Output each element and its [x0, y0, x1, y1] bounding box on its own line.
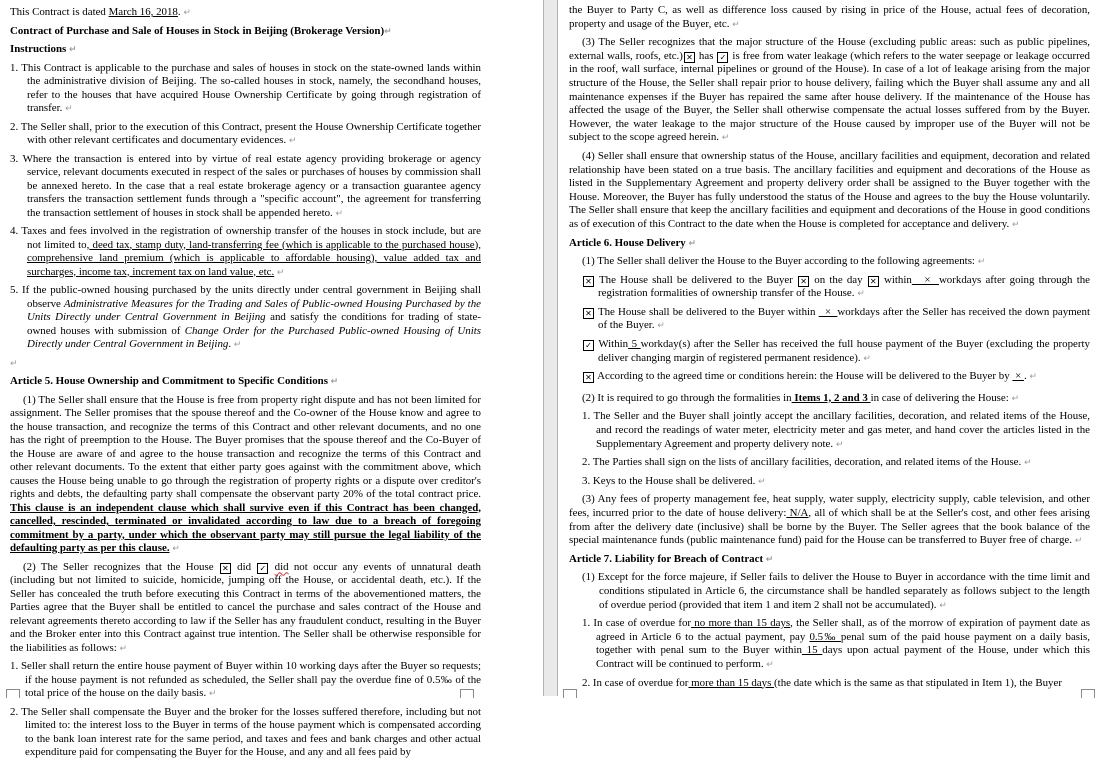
text-run: This clause is an independent clause which shall survive even if this Contract has been changed, cancelled, rescinded, terminated or invalidated according to law due to a breach of foregoing commitment by a party, under which the observant party may still pursue the legal liability of the defaulting party as per this clause.: [10, 501, 481, 554]
checkbox-checked-icon[interactable]: ✓: [717, 52, 728, 63]
text-run: ×: [818, 305, 838, 318]
paragraph-mark-icon: ↵: [233, 340, 242, 350]
text-run: Administrative Measures for the Trading and Sales of Public-owned Housing Purchased by the Units Directly under Central Government in Beijing: [27, 297, 481, 323]
paragraph-mark-icon: ↵: [335, 208, 344, 219]
text-run: more than 15 days: [688, 676, 775, 689]
paragraph-mark-icon: ↵: [758, 476, 766, 487]
text-run: deed tax, stamp duty, land-transferring fee (which is applicable to the purchased house), comprehensive land premium (which is applicable to affordable housing), value added tax and surcharges, income tax, increment tax on land value, etc.: [27, 238, 481, 278]
instruction-item: 1. This Contract is applicable to the purchase and sales of houses in stock on the state-owned lands within the administrative division of Beijing. The so-called houses in stock, namely, the secondhand houses, refer to the houses that have acquired House Ownership Certificate by going through registration of transfer. ↵: [10, 61, 481, 114]
checkbox-option-item: ✓ Within 5 workday(s) after the Seller has received the full house payment of the Buyer (excluding the property deliver changing margin of registered permanent residence). ↵: [569, 338, 1090, 366]
document-title: Contract of Purchase and Sale of Houses in Stock in Beijing (Brokerage Version)↵: [10, 24, 392, 37]
instruction-item: 2. The Seller shall, prior to the execution of this Contract, present the House Ownership Certificate together with other relevant certificates and documentary evidences. ↵: [10, 120, 481, 146]
text-run: N/A: [786, 507, 809, 519]
text-run: no more than 15 days: [691, 617, 791, 630]
paragraph-mark-icon: ↵: [721, 133, 730, 144]
list-item: (1) Except for the force majeure, if Seller fails to deliver the House to Buyer in accordance with the time limit and conditions stipulated in Article 6, the circumstance shall be handled separately as follows subject to the length of overdue period (provided that item 1 and item 2 shall not be accumulated). ↵: [582, 571, 1090, 611]
text-run: 5: [628, 338, 641, 351]
paragraph-mark-icon: ↵: [766, 659, 774, 670]
checkbox-crossed-icon[interactable]: ✕: [868, 276, 879, 287]
paragraph-mark-icon: ↵: [1011, 393, 1020, 404]
text-run: Change Order for the Purchased Public-owned Housing of Units Directly under Central Government in Beijing: [27, 324, 481, 350]
paragraph: (1) The Seller shall ensure that the House is free from property right dispute and has not been limited for assignment. The Seller promises that the spouse thereof and the Co-owner of the House know and agree to the house transaction, and recognize the terms of this Contract and other relevant documents, and no one has the right of preemption to the House. The Buyer promises that the spouse thereof and the Co-Buyer of the House are aware of and agree to the house transaction and recognize the terms of this Contract and other relevant documents. To the extent that either party goes against with the commitment above, which causes the House being unable to go through the registration of property rights or a dispute over creditor's rights and debts, the defaulting party shall compensate the observant party 20% of the total contract price. This clause is an independent clause which shall survive even if this Contract has been changed, cancelled, rescinded, terminated or invalidated according to law due to a breach of foregoing commitment by a party, under which the observant party may still pursue the legal liability of the defaulting party as per this clause. ↵: [10, 393, 481, 554]
checkbox-crossed-icon[interactable]: ✕: [684, 52, 695, 63]
paragraph-mark-icon: ↵: [65, 104, 73, 114]
paragraph-mark-icon: ↵: [863, 353, 871, 364]
text-boundary-mark: [6, 689, 20, 698]
paragraph-mark-icon: ↵: [1029, 372, 1037, 383]
list-item: 3. Keys to the House shall be delivered. ↵: [582, 474, 766, 487]
article-heading: Article 7. Liability for Breach of Contract ↵: [569, 552, 774, 565]
instruction-item: 4. Taxes and fees involved in the registration of ownership transfer of the houses in stock include, but are not limited to, deed tax, stamp duty, land-transferring fee (which is applicable to the purchased house), comprehensive land premium (which is applicable to affordable housing), value added tax and surcharges, income tax, increment tax on land value, etc. ↵: [10, 225, 481, 278]
paragraph-mark-icon: ↵: [69, 45, 77, 55]
text-run: 0.5‰: [809, 630, 841, 643]
checkbox-crossed-icon[interactable]: ✕: [220, 563, 231, 574]
checkbox-checked-icon[interactable]: ✓: [257, 563, 268, 574]
paragraph: (2) It is required to go through the formalities in Items 1, 2 and 3 in case of delivering the House: ↵: [582, 391, 1020, 404]
list-item: 1. The Seller and the Buyer shall jointly accept the ancillary facilities, decoration, and related items of the House, and record the readings of water meter, electricity meter and gas meter, and hand cover the articles listed in the Supplementary Agreement and property delivery note. ↵: [582, 410, 1090, 450]
text-run: ×: [1012, 370, 1024, 383]
paragraph-continuation: the Buyer to Party C, as well as difference loss caused by rising in price of the House, actual fees of decoration, property and usage of the Buyer, etc. ↵: [569, 4, 1090, 30]
instruction-item: 3. Where the transaction is entered into by virtue of real estate agency providing brokerage or agency service, relevant documents executed in respect of the sales or purchases of houses by commission shall be annexed hereto. In the case that a real estate brokerage agency or a transaction guarantee agency transfers the transaction settlement funds through a "specific account", the agreement for transferring the transaction settlement of houses in stock shall be appended hereto. ↵: [10, 152, 481, 219]
list-item: 2. In case of overdue for more than 15 days (the date which is the same as that stipulated in Item 1), the Buyer: [582, 676, 1062, 689]
paragraph-mark-icon: ↵: [183, 8, 191, 18]
paragraph: (3) The Seller recognizes that the major structure of the House (excluding public areas: such as public pipelines, external walls, roofs, etc.) ✕ has ✓ is free from water leakage (which refers to the water seepage or leakage occurred in the roof, wall surface, internal pipelines or ground of the House). In case of a lot of leakage arising from the major structure of the House, the Seller shall repair prior to house delivery, failing which the Buyer shall assume any and all maintenance expenses if the Buyer has repaired the same after house delivery. If the maintenance of the House has affected the usage of the Buyer, the Seller shall otherwise compensate the actual losses suffered from by the Buyer. However, the water leakage to the major structure of the House caused by improper use of the Buyer will not be subject to the scope agreed herein. ↵: [569, 36, 1090, 144]
text-boundary-mark: [460, 689, 474, 698]
checkbox-crossed-icon[interactable]: ✕: [583, 372, 594, 383]
paragraph: (2) The Seller recognizes that the House ✕ did ✓ did not occur any events of unnatural death (including but not limited to suicide, homicide, jumping off the House, or accidental death, etc.). If the Seller has concealed the truth before executing this Contract in terms of the abovementioned matters, the Parties agree that the Buyer shall be entitled to cancel the purchase and sales contract of the House and relevant agreements thereto according to law if the Seller has any fraudulent conduct, resulting in the Buyer and the Broker enter into this Contract against true intention. The Seller shall be otherwise responsible for the liabilities as follows: ↵: [10, 560, 481, 654]
list-item: 2. The Seller shall compensate the Buyer and the broker for the losses suffered therefore, including but not limited to: the interest loss to the Buyer in terms of the house payment which is compensated according to the bank loan interest rate for the same period, and taxes and fees and bank charges and other actual expenditure paid for compensating the Buyer for the House, and any and all fees paid by: [10, 705, 481, 758]
page-2: [558, 0, 1107, 696]
checkbox-checked-icon[interactable]: ✓: [583, 340, 594, 351]
paragraph-mark-icon: ↵: [119, 643, 128, 654]
paragraph-mark-line: [10, 357, 481, 372]
text-run: March 16, 2018: [108, 6, 178, 18]
list-item: 1. In case of overdue for no more than 15 days, the Seller shall, as of the morrow of expiration of payment date as agreed in Article 6 to the actual payment, pay 0.5‰ penal sum of the paid house payment on a daily basis, together with penal sum to the Buyer within 15 days upon actual payment of the House, under which this Contract will be continued to perform. ↵: [582, 617, 1090, 670]
text-boundary-mark: [563, 689, 577, 698]
list-item: 2. The Parties shall sign on the lists of ancillary facilities, decoration, and related items of the House. ↵: [582, 456, 1032, 469]
text-run: 15: [801, 644, 823, 657]
article-heading: Article 5. House Ownership and Commitment to Specific Conditions ↵: [10, 375, 339, 387]
paragraph-mark-icon: ↵: [10, 358, 18, 369]
paragraph-mark-icon: ↵: [288, 136, 297, 146]
paragraph-mark-icon: ↵: [172, 544, 180, 554]
dated-line: This Contract is dated March 16, 2018. ↵: [10, 6, 191, 18]
text-run: Items 1, 2 and 3: [791, 391, 871, 404]
paragraph-mark-icon: ↵: [276, 267, 285, 278]
paragraph-mark-icon: ↵: [835, 439, 844, 450]
text-run: did: [274, 560, 289, 573]
article-heading: Article 6. House Delivery ↵: [569, 236, 697, 249]
instructions-heading: Instructions ↵: [10, 43, 77, 55]
paragraph-mark-icon: ↵: [1023, 458, 1032, 469]
page-gutter: [543, 0, 558, 696]
checkbox-option-item: ✕ According to the agreed time or conditions herein: the House will be delivered to the Buyer by × . ↵: [569, 370, 1090, 385]
paragraph: (3) Any fees of property management fee, heat supply, water supply, electricity supply, cable television, and other fees, incurred prior to the date of house delivery: N/A, all of which shall be at the Seller's cost, and other fees arising from after the delivery date (inclusive) shall be borne by the Buyer. The Seller agrees that the book balance of the special maintenance funds (public maintenance fund) paid for the House can be transferred to Buyer free of charge. ↵: [569, 493, 1090, 547]
paragraph-mark-icon: ↵: [208, 689, 217, 699]
paragraph-mark-icon: ↵: [657, 321, 665, 332]
checkbox-option-item: ✕ The House shall be delivered to the Buyer within × workdays after the Seller has received the down payment of the Buyer. ↵: [569, 306, 1090, 334]
checkbox-crossed-icon[interactable]: ✕: [798, 276, 809, 287]
paragraph-mark-icon: ↵: [1074, 536, 1083, 547]
paragraph-mark-icon: ↵: [732, 19, 740, 30]
checkbox-crossed-icon[interactable]: ✕: [583, 308, 594, 319]
paragraph-mark-icon: ↵: [330, 377, 339, 387]
paragraph-mark-icon: ↵: [688, 238, 697, 249]
paragraph-mark-icon: ↵: [977, 257, 986, 268]
paragraph-mark-icon: ↵: [765, 554, 774, 565]
instruction-item: 5. If the public-owned housing purchased by the units directly under central government in Beijing shall observe Administrative Measures for the Trading and Sales of Public-owned Housing Purchased by the Units Directly under Central Government in Beijing and satisfy the conditions for trading of state-owned houses with submission of Change Order for the Purchased Public-owned Housing of Units Directly under Central Government in Beijing. ↵: [10, 284, 481, 350]
page-1: [0, 0, 543, 758]
text-run: ×: [911, 273, 939, 286]
checkbox-crossed-icon[interactable]: ✕: [583, 276, 594, 287]
paragraph-mark-icon: ↵: [939, 600, 947, 611]
paragraph: (4) Seller shall ensure that ownership status of the House, ancillary facilities and equipment, decoration and related relationship have been stated on a true basis. The ancillary facilities and equipment and decorations of the House as listed in the Supplementary Agreement and property delivery order shall be assigned to the Buyer together with the House. Moreover, the Buyer has fully understood the status of the House and agrees to the buy the House voluntarily. The Seller shall ensure that keep the ancillary facilities and equipment and decorations of the House in good conditions as of execution of this Contract to the date when the House is completed for acceptance and delivery. ↵: [569, 149, 1090, 230]
paragraph-mark-icon: ↵: [384, 26, 392, 37]
checkbox-option-item: ✕ The House shall be delivered to the Buyer ✕ on the day ✕ within × workdays after going through the registration formalities of ownership transfer of the House. ↵: [569, 274, 1090, 302]
paragraph: (1) The Seller shall deliver the House to the Buyer according to the following agreements: ↵: [582, 255, 986, 268]
paragraph-mark-icon: ↵: [857, 289, 865, 300]
list-item: 1. Seller shall return the entire house payment of Buyer within 10 working days after the Buyer so requests; if the house payment is not refunded as scheduled, the Seller shall pay the overdue fine of 0.5‰ of the total price of the house on the daily basis. ↵: [10, 660, 481, 699]
text-boundary-mark: [1081, 689, 1095, 698]
paragraph-mark-icon: ↵: [1011, 219, 1020, 230]
